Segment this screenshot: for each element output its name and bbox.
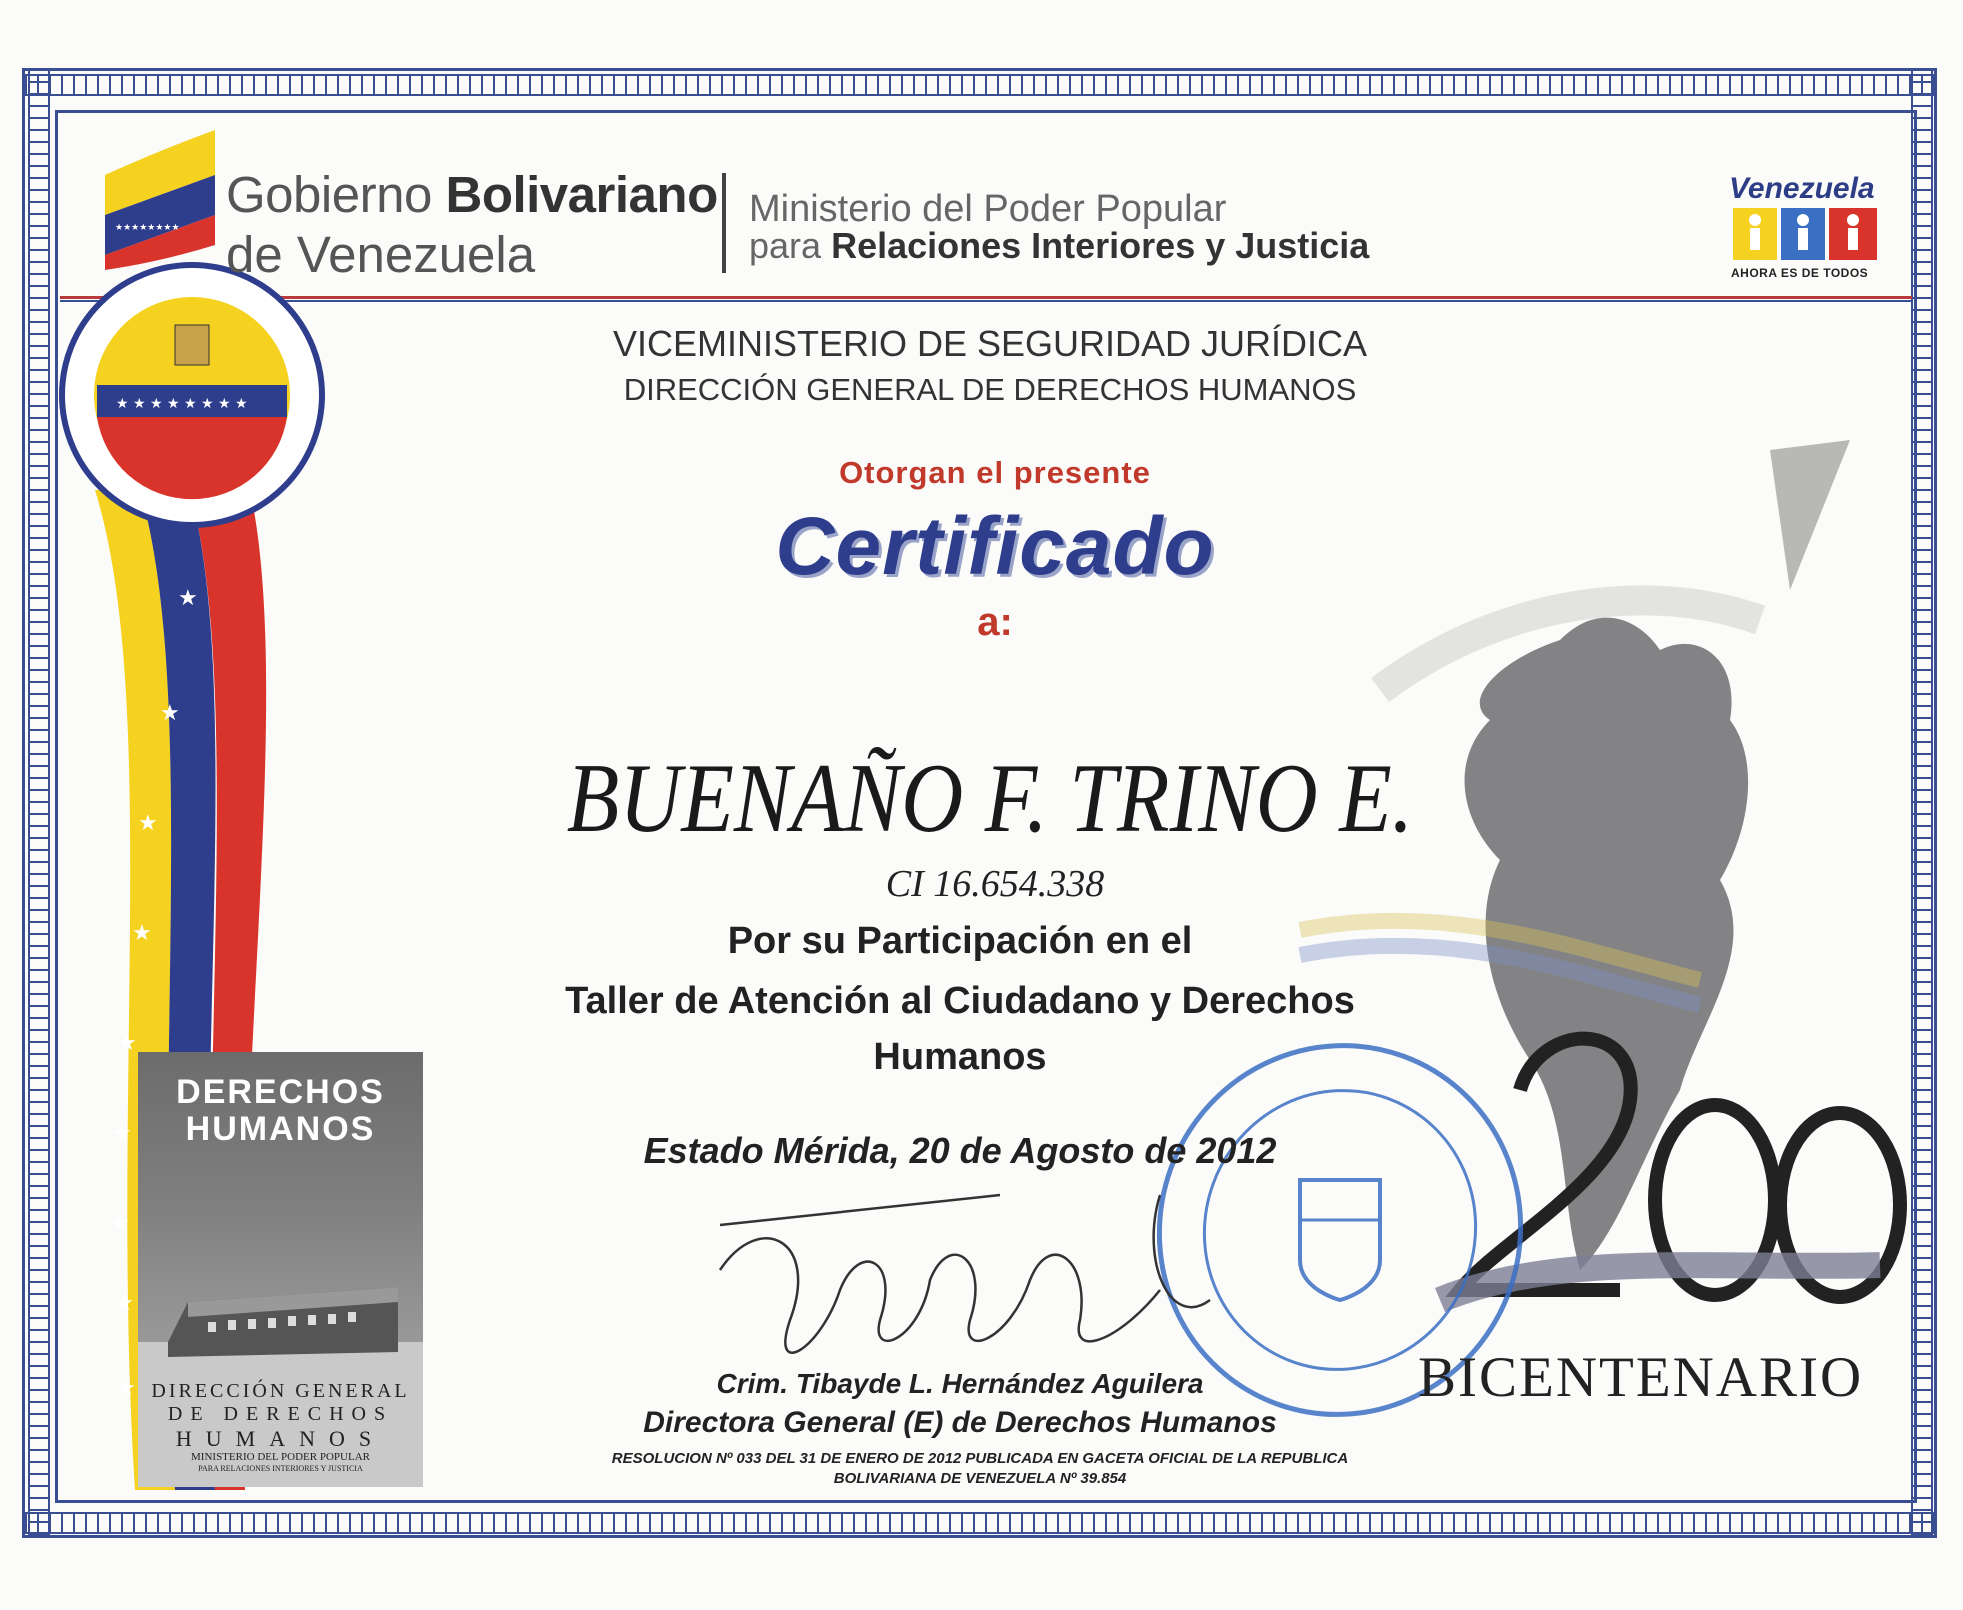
resolucion-line2: BOLIVARIANA DE VENEZUELA Nº 39.854 — [833, 1470, 1127, 1487]
svg-text:★: ★ — [116, 1376, 136, 1401]
building-icon — [168, 1262, 398, 1362]
recipient-ci: CI 16.654.338 — [885, 863, 1105, 905]
gobierno-title-line1: Gobierno Bolivariano — [226, 166, 718, 223]
signature — [720, 1195, 1210, 1353]
derechos-humanos-subtitle: DIRECCIÓN GENERAL DE DERECHOS HUMANOS MINISTERIO DEL PODER POPULAR PARA RELACIONES INTERIORES Y JUSTICIA — [151, 1380, 410, 1473]
firmante-cargo: Directora General (E) de Derechos Humanos — [643, 1406, 1277, 1439]
svg-text:★: ★ — [112, 1121, 132, 1146]
svg-text:★: ★ — [138, 811, 158, 836]
gobierno-title-line2: de Venezuela — [226, 226, 536, 283]
otorgan-text: Otorgan el presente — [839, 455, 1151, 490]
ministerio-line1: Ministerio del Poder Popular — [749, 188, 1227, 230]
derechos-humanos-logo — [138, 1052, 423, 1487]
direccion-heading: DIRECCIÓN GENERAL DE DERECHOS HUMANOS — [623, 372, 1357, 407]
firmante-nombre: Crim. Tibayde L. Hernández Aguilera — [716, 1368, 1204, 1399]
venezuela-people-icon — [1733, 208, 1877, 260]
venezuela-logo-title: Venezuela — [1729, 172, 1875, 205]
svg-text:★: ★ — [110, 1211, 130, 1236]
viceministerio-heading: VICEMINISTERIO DE SEGURIDAD JURÍDICA — [612, 323, 1368, 364]
recipient-name: BUENAÑO F. TRINO E. — [566, 742, 1414, 853]
ministerio-line2: para Relaciones Interiores y Justicia — [749, 225, 1370, 266]
venezuela-logo-slogan: AHORA ES DE TODOS — [1731, 266, 1869, 280]
a-label: a: — [977, 600, 1013, 644]
svg-text:★: ★ — [178, 586, 198, 611]
svg-text:★: ★ — [160, 701, 180, 726]
svg-text:★: ★ — [117, 1031, 137, 1056]
ministerio-seal-icon — [62, 265, 322, 525]
participacion-line2: Taller de Atención al Ciudadano y Derechos — [565, 980, 1355, 1022]
svg-text:★: ★ — [132, 921, 152, 946]
resolucion-line1: RESOLUCION Nº 033 DEL 31 DE ENERO DE 2012 PUBLICADA EN GACETA OFICIAL DE LA REPUBLICA — [611, 1450, 1349, 1467]
bicentenario-label: BICENTENARIO — [1418, 1346, 1864, 1409]
svg-text:★★★★★★★★: ★★★★★★★★ — [115, 223, 180, 233]
svg-text:★ ★ ★ ★ ★ ★ ★ ★: ★ ★ ★ ★ ★ ★ ★ ★ — [116, 396, 248, 412]
header-divider — [722, 173, 726, 273]
lugar-fecha: Estado Mérida, 20 de Agosto de 2012 — [643, 1130, 1277, 1171]
svg-text:★: ★ — [114, 1291, 134, 1316]
certificado-title: Certificado — [775, 501, 1215, 592]
derechos-humanos-title: DERECHOS HUMANOS — [176, 1073, 385, 1149]
gobierno-flag-icon — [105, 130, 215, 270]
participacion-line1: Por su Participación en el — [727, 920, 1193, 962]
participacion-line3: Humanos — [873, 1036, 1047, 1078]
